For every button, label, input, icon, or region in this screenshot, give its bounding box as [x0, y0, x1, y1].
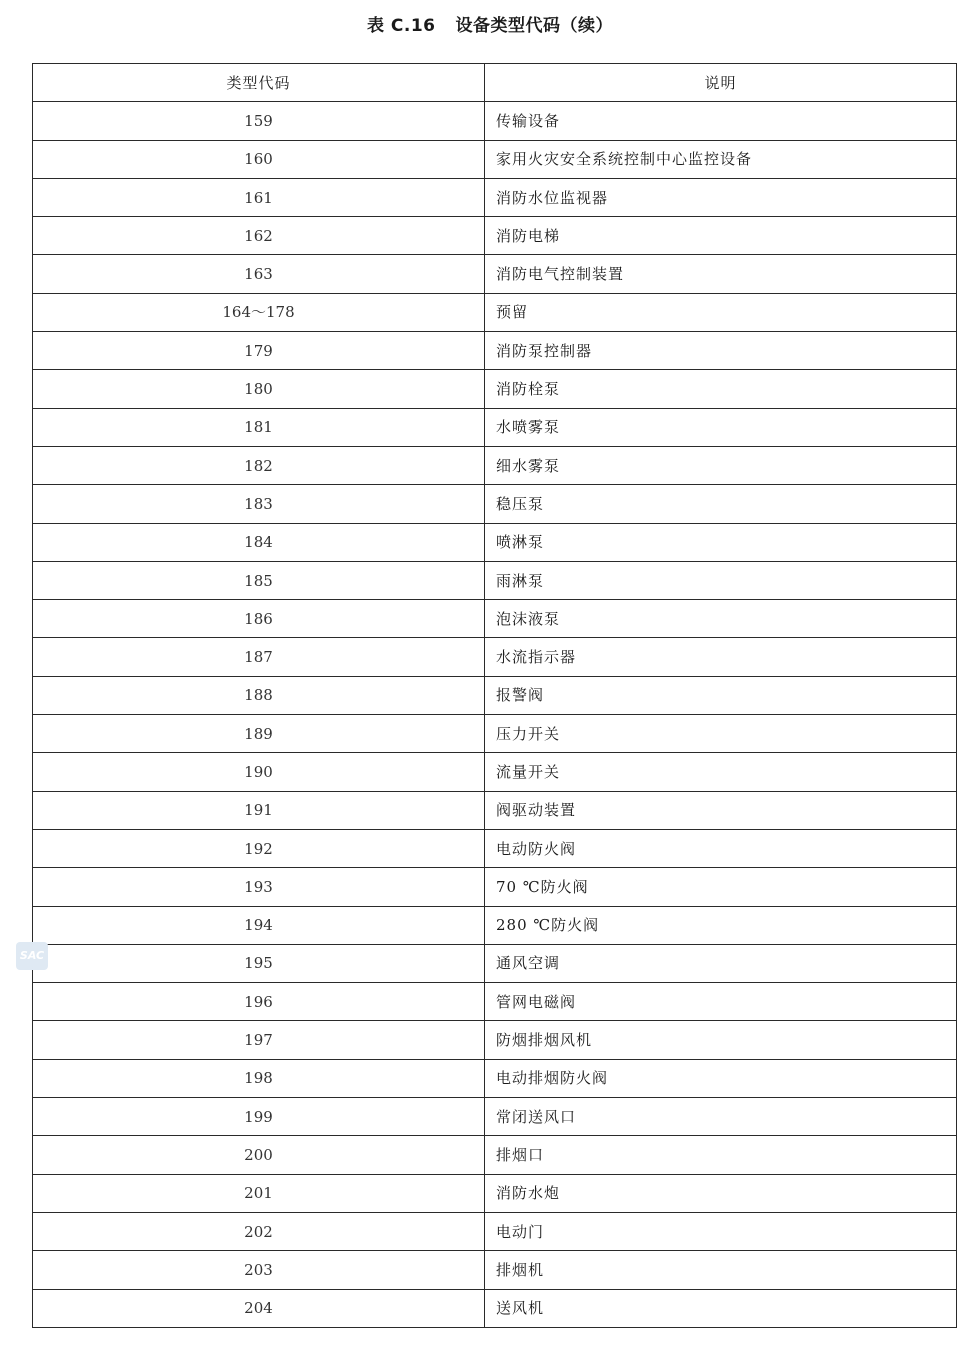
description-cell: 报警阀	[485, 676, 957, 714]
description-cell: 消防泵控制器	[485, 332, 957, 370]
type-code-cell: 180	[33, 370, 485, 408]
description-cell: 电动防火阀	[485, 829, 957, 867]
table-row	[33, 217, 957, 255]
description-cell: 泡沫液泵	[485, 600, 957, 638]
description-cell: 消防水位监视器	[485, 178, 957, 216]
description-cell: 常闭送风口	[485, 1098, 957, 1136]
table-title: 设备类型代码（续）	[455, 16, 613, 36]
type-code-cell: 200	[33, 1136, 485, 1174]
table-row	[33, 829, 957, 867]
table-row	[33, 1174, 957, 1212]
type-code-cell: 202	[33, 1212, 485, 1250]
sac-watermark-logo: SAC	[16, 942, 48, 970]
table-row	[33, 1098, 957, 1136]
description-cell: 流量开关	[485, 753, 957, 791]
type-code-cell: 194	[33, 906, 485, 944]
type-code-cell: 201	[33, 1174, 485, 1212]
description-cell: 消防栓泵	[485, 370, 957, 408]
header-type-code: 类型代码	[33, 64, 485, 102]
description-cell: 消防电梯	[485, 217, 957, 255]
type-code-cell: 160	[33, 140, 485, 178]
table-row	[33, 561, 957, 599]
table-row	[33, 408, 957, 446]
table-row	[33, 255, 957, 293]
type-code-cell: 190	[33, 753, 485, 791]
table-row	[33, 944, 957, 982]
type-code-cell: 199	[33, 1098, 485, 1136]
description-cell: 阀驱动装置	[485, 791, 957, 829]
table-row	[33, 523, 957, 561]
table-row	[33, 638, 957, 676]
header-description: 说明	[485, 64, 957, 102]
description-cell: 电动门	[485, 1212, 957, 1250]
table-row	[33, 370, 957, 408]
description-cell: 通风空调	[485, 944, 957, 982]
description-cell: 细水雾泵	[485, 446, 957, 484]
table-row	[33, 1212, 957, 1250]
table-row	[33, 676, 957, 714]
table-row	[33, 102, 957, 140]
table-row	[33, 140, 957, 178]
type-code-cell: 186	[33, 600, 485, 638]
type-code-cell: 192	[33, 829, 485, 867]
type-code-cell: 193	[33, 868, 485, 906]
table-row	[33, 1059, 957, 1097]
description-cell: 雨淋泵	[485, 561, 957, 599]
table-header-row	[33, 64, 957, 102]
table-row	[33, 446, 957, 484]
type-code-cell: 189	[33, 715, 485, 753]
table-row	[33, 791, 957, 829]
type-code-cell: 182	[33, 446, 485, 484]
description-cell: 压力开关	[485, 715, 957, 753]
table-row	[33, 715, 957, 753]
table-row	[33, 1021, 957, 1059]
table-row	[33, 906, 957, 944]
table-row	[33, 485, 957, 523]
type-code-cell: 163	[33, 255, 485, 293]
description-cell: 水喷雾泵	[485, 408, 957, 446]
description-cell: 70 ℃防火阀	[485, 868, 957, 906]
description-cell: 预留	[485, 293, 957, 331]
type-code-cell: 187	[33, 638, 485, 676]
type-code-cell: 191	[33, 791, 485, 829]
type-code-cell: 181	[33, 408, 485, 446]
type-code-cell: 183	[33, 485, 485, 523]
type-code-cell: 196	[33, 983, 485, 1021]
table-row	[33, 293, 957, 331]
table-row	[33, 983, 957, 1021]
type-code-cell: 188	[33, 676, 485, 714]
description-cell: 传输设备	[485, 102, 957, 140]
description-cell: 喷淋泵	[485, 523, 957, 561]
type-code-cell: 185	[33, 561, 485, 599]
type-code-cell: 184	[33, 523, 485, 561]
table-caption	[0, 14, 980, 38]
description-cell: 280 ℃防火阀	[485, 906, 957, 944]
type-code-cell: 164～178	[33, 293, 485, 331]
table-row	[33, 600, 957, 638]
type-code-cell: 161	[33, 178, 485, 216]
description-cell: 稳压泵	[485, 485, 957, 523]
table-row	[33, 753, 957, 791]
description-cell: 消防电气控制装置	[485, 255, 957, 293]
type-code-cell: 197	[33, 1021, 485, 1059]
description-cell: 排烟机	[485, 1251, 957, 1289]
table-row	[33, 178, 957, 216]
type-code-cell: 195	[33, 944, 485, 982]
table-row	[33, 1136, 957, 1174]
table-number: 表 C.16	[366, 16, 436, 36]
type-code-cell: 204	[33, 1289, 485, 1327]
table-row	[33, 332, 957, 370]
description-cell: 排烟口	[485, 1136, 957, 1174]
table-row	[33, 1251, 957, 1289]
description-cell: 电动排烟防火阀	[485, 1059, 957, 1097]
description-cell: 家用火灾安全系统控制中心监控设备	[485, 140, 957, 178]
table-row	[33, 1289, 957, 1327]
type-code-cell: 162	[33, 217, 485, 255]
type-code-cell: 179	[33, 332, 485, 370]
description-cell: 水流指示器	[485, 638, 957, 676]
description-cell: 消防水炮	[485, 1174, 957, 1212]
type-code-cell: 203	[33, 1251, 485, 1289]
device-type-code-table	[32, 63, 957, 1328]
description-cell: 管网电磁阀	[485, 983, 957, 1021]
type-code-cell: 159	[33, 102, 485, 140]
description-cell: 送风机	[485, 1289, 957, 1327]
table-row	[33, 868, 957, 906]
description-cell: 防烟排烟风机	[485, 1021, 957, 1059]
type-code-cell: 198	[33, 1059, 485, 1097]
